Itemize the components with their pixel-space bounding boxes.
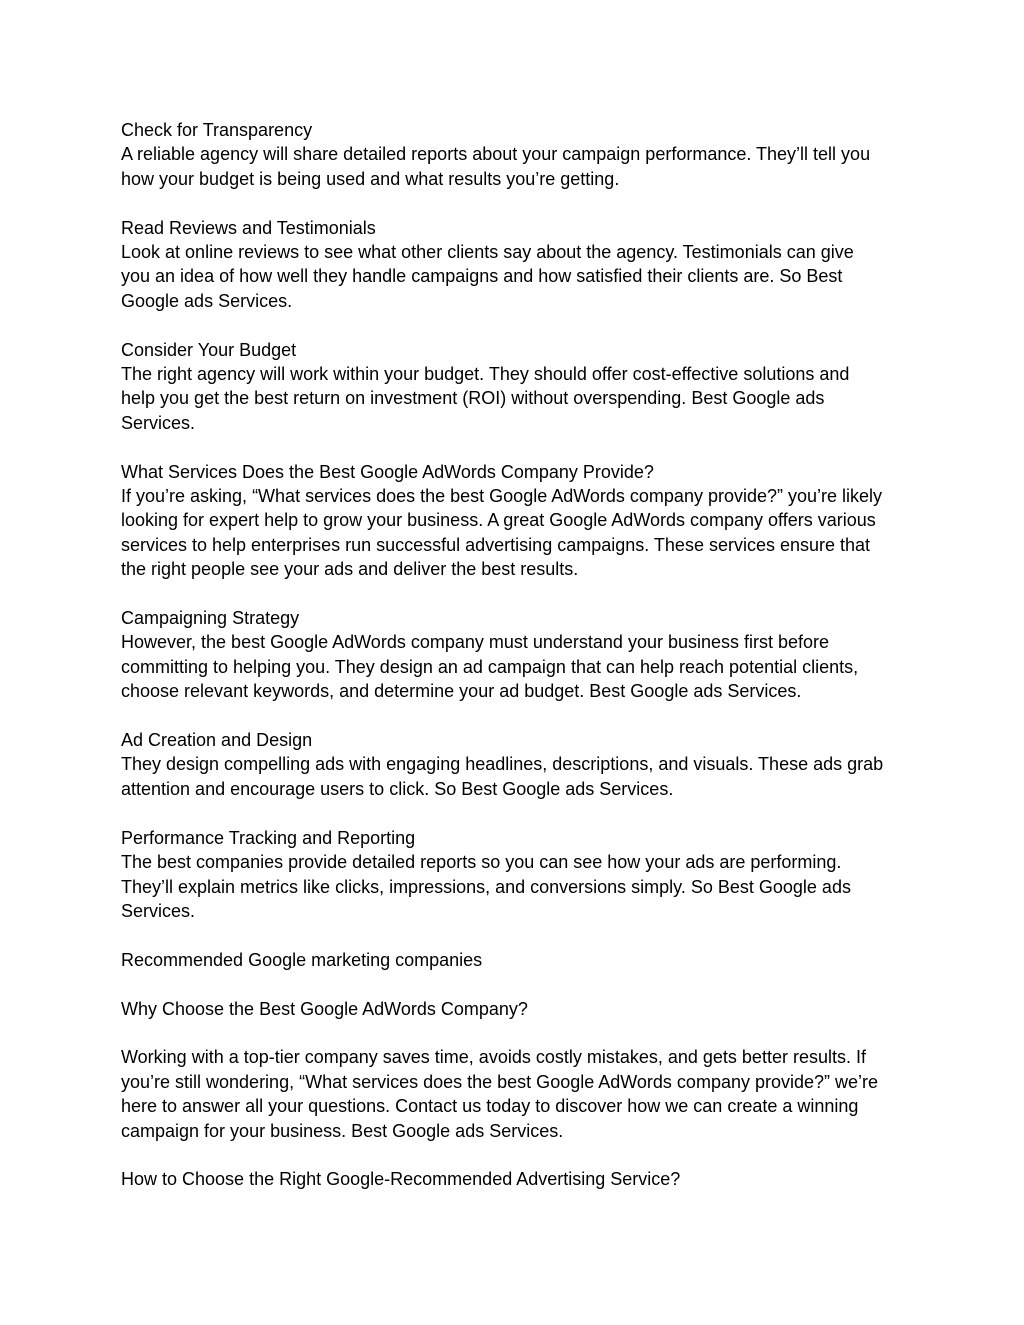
- paragraph-line: you’re still wondering, “What services does the best Google AdWords company provide?” we’re: [121, 1071, 879, 1092]
- paragraph-line: choose relevant keywords, and determine your ad budget. Best Google ads Services.: [121, 681, 802, 702]
- section-performance-tracking: [121, 826, 911, 924]
- section-check-transparency: [121, 118, 911, 191]
- section-why-choose-body: [121, 1045, 911, 1143]
- section-what-services: [121, 460, 911, 582]
- paragraph-line: However, the best Google AdWords company must understand your business first before: [121, 632, 830, 653]
- paragraph-line: The right agency will work within your budget. They should offer cost-effective solutions and: [121, 364, 850, 385]
- section-heading: Recommended Google marketing companies: [121, 949, 483, 970]
- paragraph-line: Services.: [121, 412, 196, 433]
- section-heading: What Services Does the Best Google AdWords Company Provide?: [121, 461, 654, 482]
- paragraph-line: looking for expert help to grow your business. A great Google AdWords company offers various: [121, 510, 876, 531]
- paragraph-line: how your budget is being used and what results you’re getting.: [121, 168, 620, 189]
- paragraph-line: Look at online reviews to see what other clients say about the agency. Testimonials can give: [121, 242, 854, 263]
- section-why-choose: [121, 997, 911, 1021]
- paragraph-line: If you’re asking, “What services does the best Google AdWords company provide?” you’re likely: [121, 486, 883, 507]
- paragraph-line: A reliable agency will share detailed reports about your campaign performance. They’ll tell you: [121, 144, 871, 165]
- section-heading: Check for Transparency: [121, 120, 313, 140]
- section-how-to-choose: [121, 1167, 911, 1191]
- section-heading: Read Reviews and Testimonials: [121, 217, 376, 238]
- paragraph-line: services to help enterprises run successful advertising campaigns. These services ensure that: [121, 534, 871, 555]
- section-heading: Campaigning Strategy: [121, 608, 300, 629]
- paragraph-line: attention and encourage users to click. So Best Google ads Services.: [121, 778, 674, 799]
- section-heading: Ad Creation and Design: [121, 730, 313, 751]
- paragraph-line: campaign for your business. Best Google ads Services.: [121, 1120, 564, 1141]
- paragraph-line: the right people see your ads and deliver the best results.: [121, 559, 579, 580]
- paragraph-line: committing to helping you. They design an ad campaign that can help reach potential clients,: [121, 656, 859, 677]
- paragraph-line: here to answer all your questions. Contact us today to discover how we can create a winning: [121, 1096, 859, 1117]
- paragraph-line: The best companies provide detailed reports so you can see how your ads are performing.: [121, 852, 842, 873]
- section-heading: Why Choose the Best Google AdWords Company?: [121, 998, 528, 1019]
- paragraph-line: Google ads Services.: [121, 290, 293, 311]
- section-heading: How to Choose the Right Google-Recommended Advertising Service?: [121, 1169, 681, 1190]
- section-campaigning-strategy: [121, 606, 911, 704]
- section-heading: Consider Your Budget: [121, 339, 297, 360]
- section-consider-budget: [121, 338, 911, 436]
- section-read-reviews: [121, 216, 911, 314]
- section-recommended-companies: [121, 948, 911, 972]
- paragraph-line: They design compelling ads with engaging headlines, descriptions, and visuals. These ads grab: [121, 754, 884, 775]
- paragraph-line: Working with a top-tier company saves time, avoids costly mistakes, and gets better results. If: [121, 1047, 866, 1068]
- paragraph-line: They’ll explain metrics like clicks, impressions, and conversions simply. So Best Google ads: [121, 876, 851, 897]
- section-heading: Performance Tracking and Reporting: [121, 827, 416, 848]
- section-ad-creation: [121, 728, 911, 801]
- paragraph-line: Services.: [121, 900, 196, 921]
- document-page: [121, 118, 911, 1216]
- paragraph-line: you an idea of how well they handle campaigns and how satisfied their clients are. So Best: [121, 266, 843, 287]
- paragraph-line: help you get the best return on investment (ROI) without overspending. Best Google ads: [121, 388, 825, 409]
